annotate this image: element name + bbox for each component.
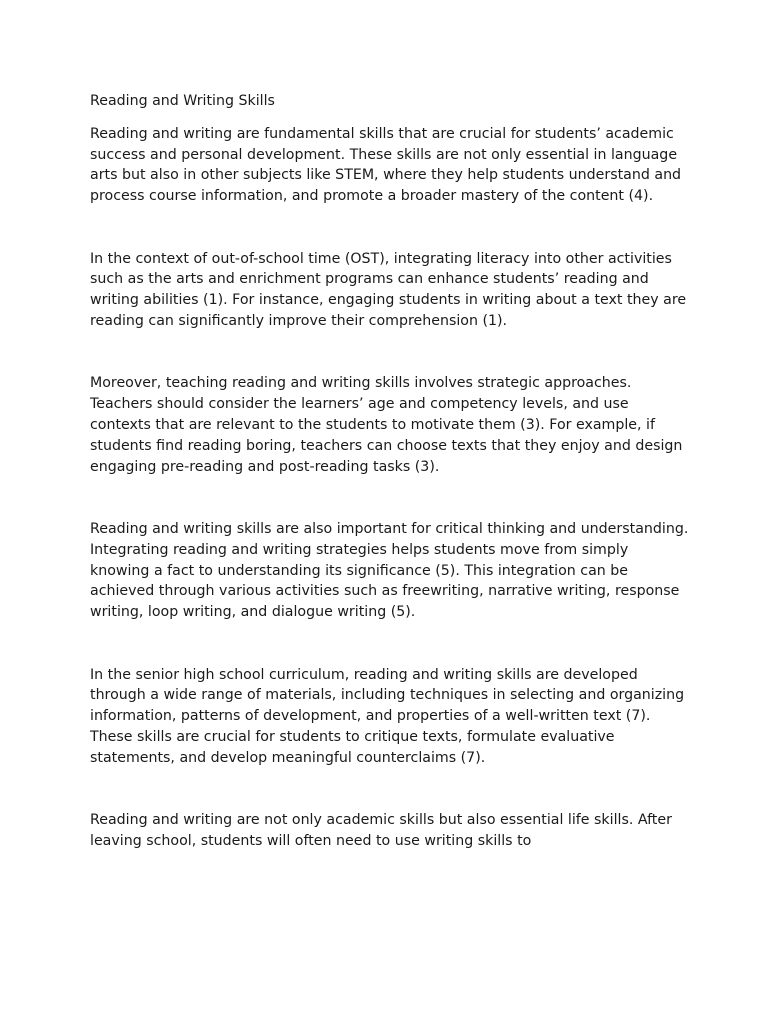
paragraph-4: Reading and writing skills are also important for critical thinking and understanding. Integrating reading and writing strategies helps students move from simply knowing a fact to understanding its significance (5). This integration can be achieved through various activities such as freewriting, narrative writing, response writing, loop writing, and dialogue writing (5).: [90, 520, 689, 621]
paragraph-spacer: [90, 332, 690, 374]
paragraph-5: In the senior high school curriculum, reading and writing skills are developed through a wide range of materials, including techniques in selecting and organizing information, patterns of development, and properties of a well-written text (7). These skills are crucial for students to critique texts, formulate evaluative statements, and develop meaningful counterclaims (7).: [90, 666, 685, 766]
paragraph-1: Reading and writing are fundamental skills that are crucial for students’ academic success and personal development. These skills are not only essential in language arts but also in other subjects like STEM, where they help students understand and process course information, and promote a broader mastery of the content (4).: [90, 125, 682, 205]
paragraph-6: Reading and writing are not only academic skills but also essential life skills. After leaving school, students will often need to use writing skills to: [90, 812, 672, 849]
document-page: [90, 91, 690, 852]
paragraph-spacer: [90, 623, 690, 665]
paragraph-spacer: [90, 207, 690, 249]
document-title: Reading and Writing Skills: [90, 93, 275, 109]
paragraph-spacer: [90, 769, 690, 811]
paragraph-3: Moreover, teaching reading and writing skills involves strategic approaches. Teachers should consider the learners’ age and competency levels, and use contexts that are relevant to the students to motivate them (3). For example, if students find reading boring, teachers can choose texts that they enjoy and design engaging pre-reading and post-reading tasks (3).: [90, 375, 683, 475]
paragraph-spacer: [90, 477, 690, 519]
paragraph-2: In the context of out-of-school time (OST), integrating literacy into other activities such as the arts and enrichment programs can enhance students’ reading and writing abilities (1). For instance, engaging students in writing about a text they are reading can significantly improve their comprehension (1).: [90, 250, 687, 329]
